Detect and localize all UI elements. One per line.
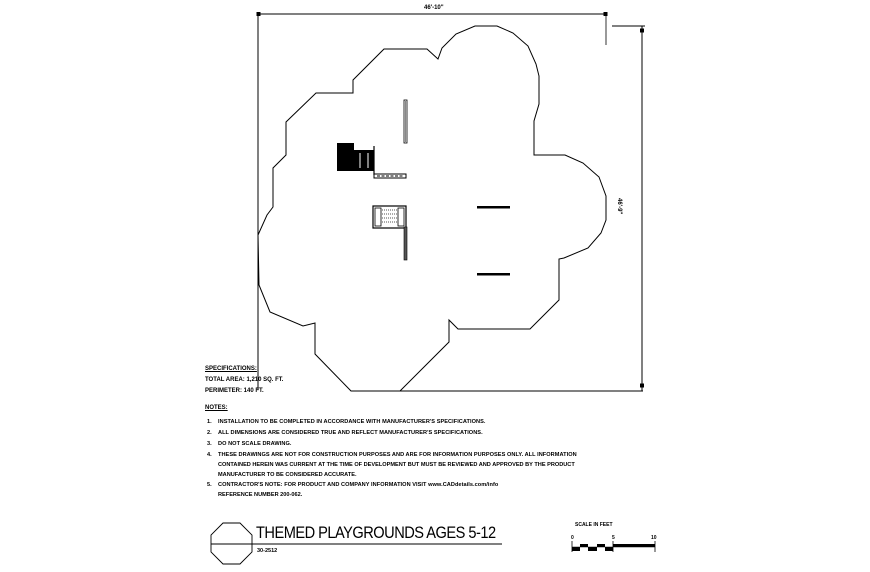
scale-bar-label: SCALE IN FEET <box>575 522 613 528</box>
note-item-4: 4. THESE DRAWINGS ARE NOT FOR CONSTRUCTION PURPOSES AND ARE FOR INFORMATION PURPOSES ONLY. ALL INFORMATION <box>207 452 577 458</box>
scale-tick-0: 0 <box>571 535 574 541</box>
note-item-4-line-2: CONTAINED HEREIN WAS CURRENT AT THE TIME OF DEVELOPMENT BUT MUST BE REVIEWED AND APPROVED BY THE PRODUCT <box>218 462 575 468</box>
equipment-balance-beam-lower <box>477 273 510 276</box>
scale-bar <box>572 541 655 552</box>
equipment-net-climber <box>373 206 407 260</box>
height-dimension-label: 46'-9" <box>616 198 622 215</box>
note-item-5: 5. CONTRACTOR'S NOTE: FOR PRODUCT AND COMPANY INFORMATION VISIT www.CADdetails.com/info <box>207 482 499 488</box>
play-area-outline <box>258 26 606 391</box>
scale-tick-5: 5 <box>612 535 615 541</box>
drawing-title: THEMED PLAYGROUNDS AGES 5-12 <box>256 523 496 542</box>
note-item-1: 1. INSTALLATION TO BE COMPLETED IN ACCORDANCE WITH MANUFACTURER'S SPECIFICATIONS. <box>207 419 486 425</box>
equipment-balance-beam-upper <box>477 206 510 209</box>
scale-tick-10: 10 <box>651 535 657 541</box>
specifications-heading: SPECIFICATIONS: <box>205 366 257 372</box>
equipment-vertical-bar <box>404 100 407 143</box>
width-dimension-label: 46'-10" <box>424 5 444 11</box>
total-area-spec: TOTAL AREA: 1,210 SQ. FT. <box>205 377 284 383</box>
note-item-4-line-3: MANUFACTURER TO BE CONSIDERED ACCURATE. <box>218 472 357 478</box>
notes-heading: NOTES: <box>205 405 228 411</box>
equipment-climber-structure <box>337 143 406 178</box>
note-item-3: 3. DO NOT SCALE DRAWING. <box>207 441 292 447</box>
drawing-number: 30-2512 <box>257 548 278 554</box>
note-item-5-line-2: REFERENCE NUMBER 200-062. <box>218 492 303 498</box>
perimeter-spec: PERIMETER: 140 FT. <box>205 388 264 394</box>
note-item-2: 2. ALL DIMENSIONS ARE CONSIDERED TRUE AND REFLECT MANUFACTURER'S SPECIFICATIONS. <box>207 430 483 436</box>
